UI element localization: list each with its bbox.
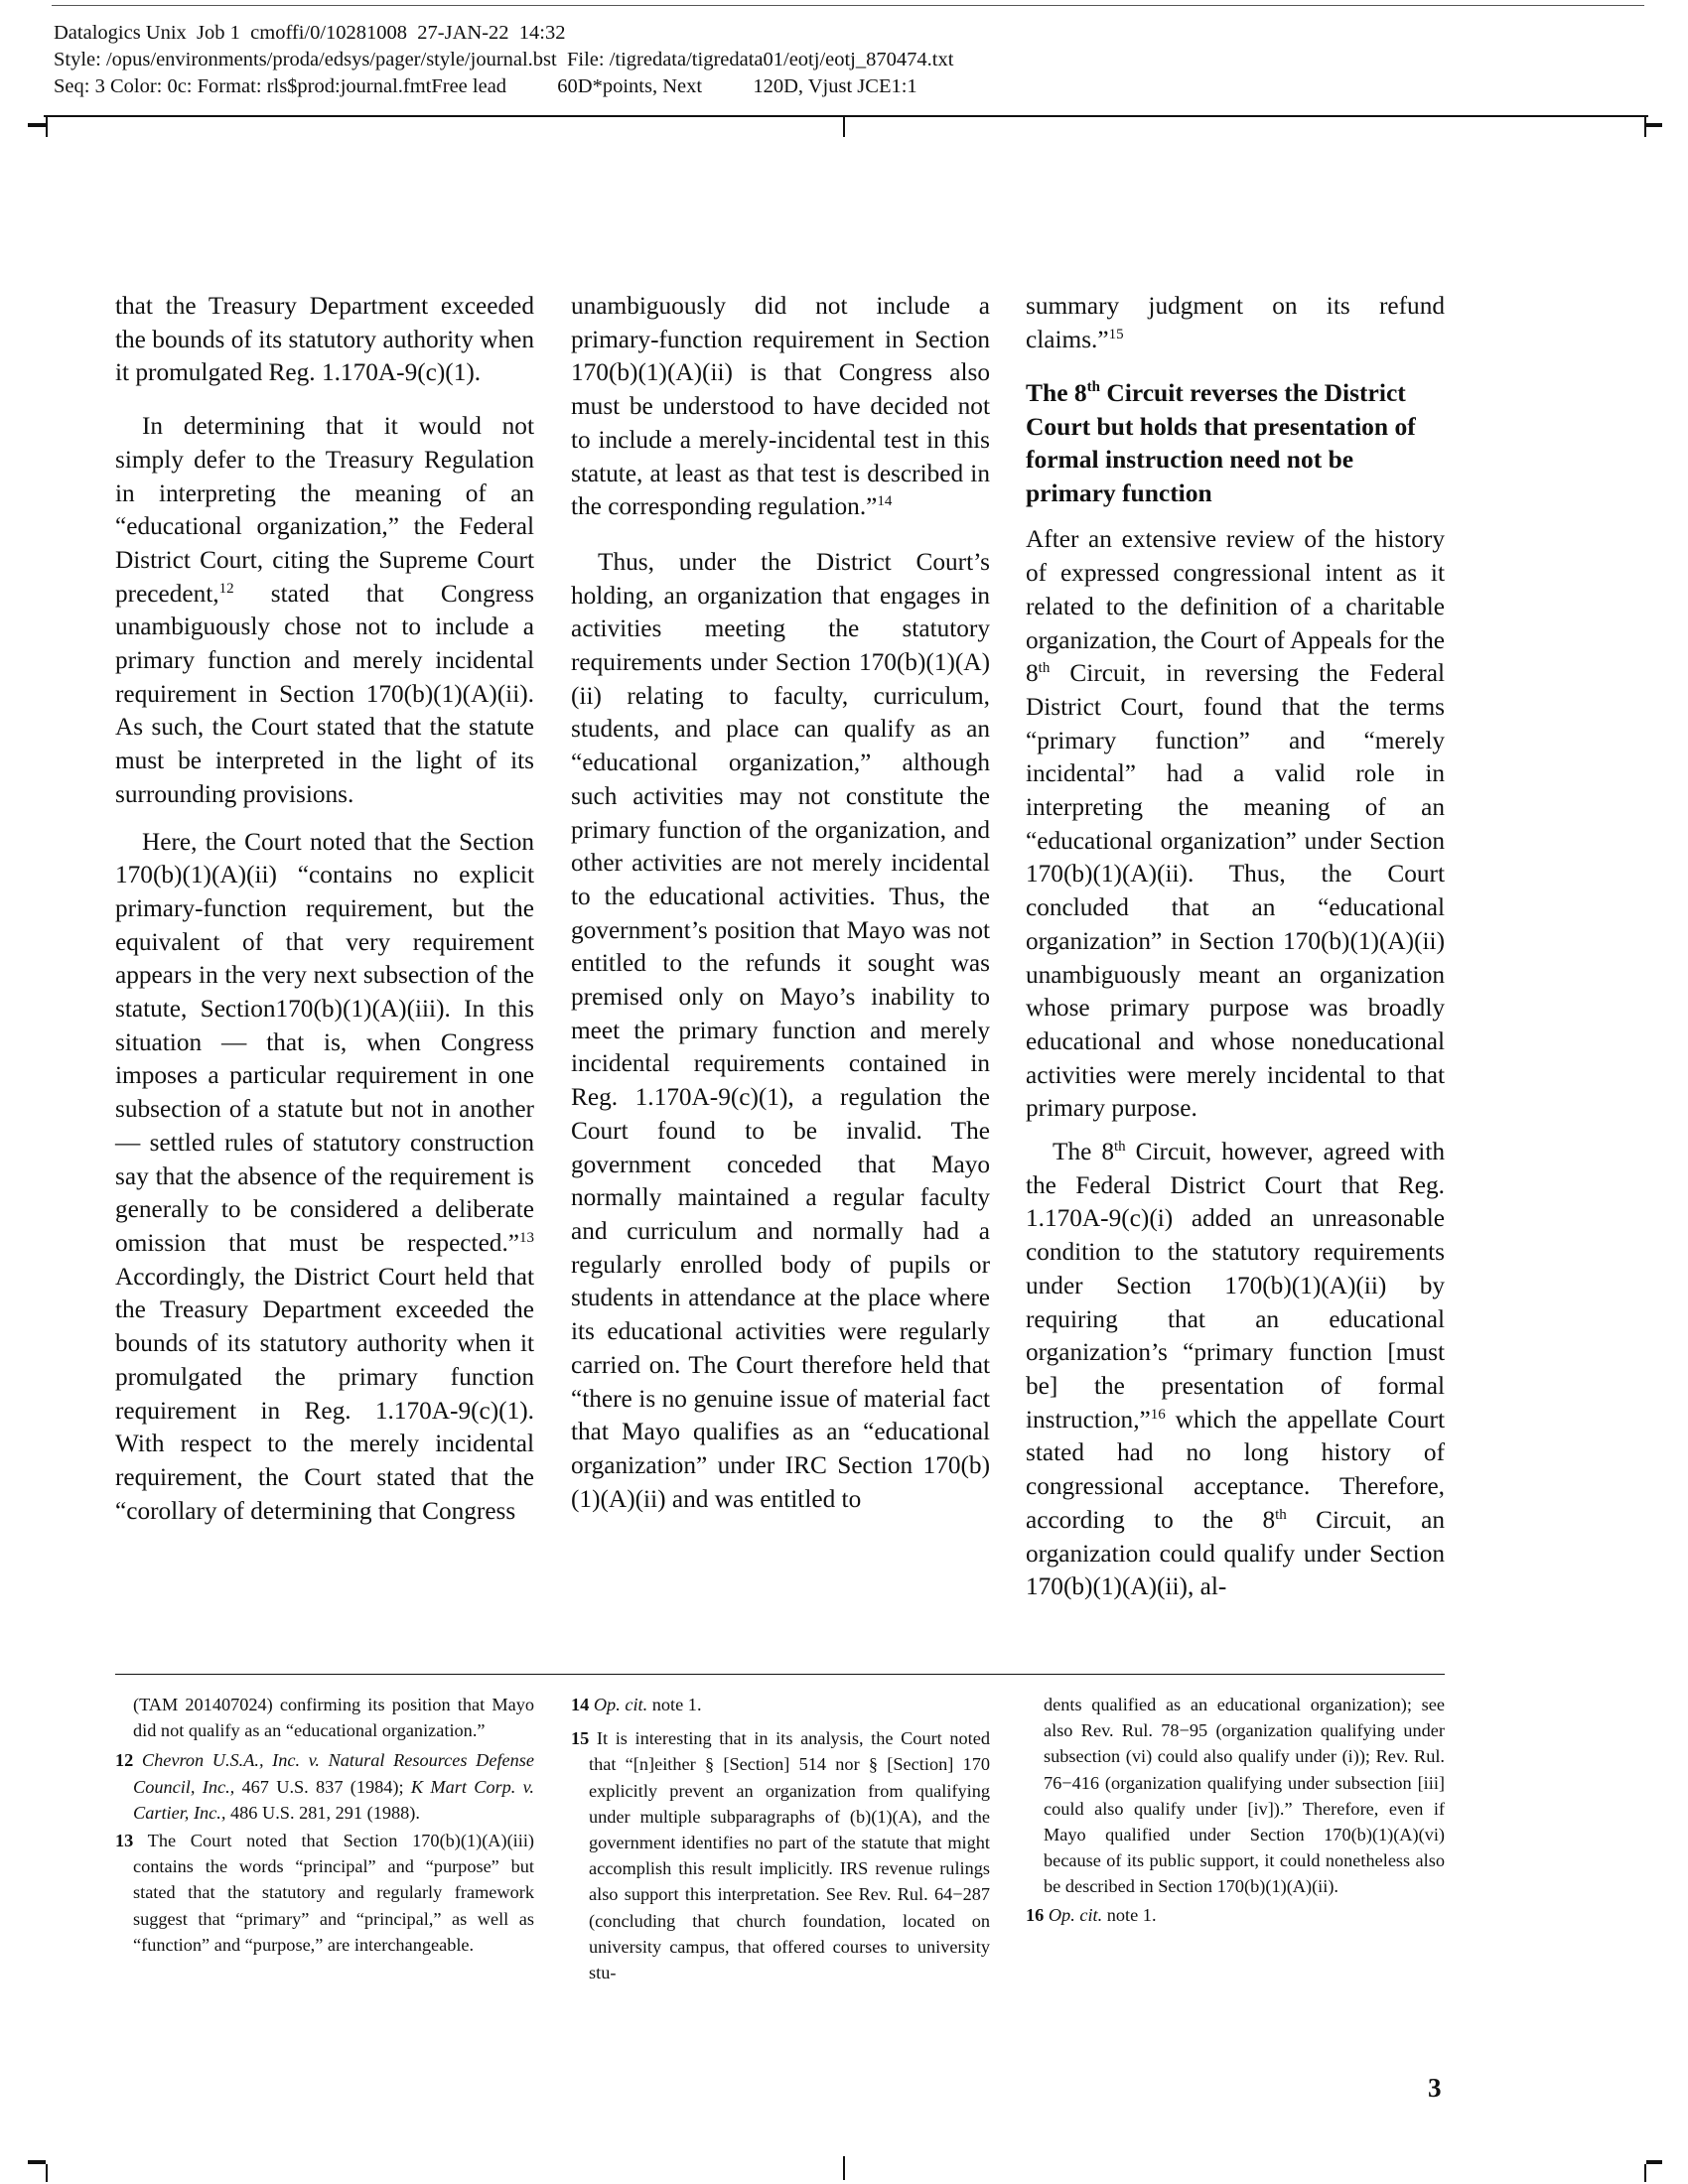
footnote-13: 13 The Court noted that Section 170(b)(1)(A)(iii) contains the words “principal” and “purpose” but stated that the statutory and regularly framework suggest that “primary” and “principal,” as well as “function” and “purpose,” are interchangeable. bbox=[115, 1831, 534, 1955]
footnotes-column-2 bbox=[571, 1692, 990, 1985]
crop-mark-bottom-right bbox=[1646, 2160, 1662, 2164]
crop-mark-top-center bbox=[843, 115, 845, 137]
footnote-15-continued: dents qualified as an educational organization); see also Rev. Rul. 78−95 (organization qualifying under subsection (vi) could also qualify under (i)); Rev. Rul. 76−416 (organization qualifying under subsection [iii] could also qualify under [iv]).” Therefore, even if Mayo qualified under Section 170(b)(1)(A)(vi) because of its public support, it could nonetheless also be described in Section 170(b)(1)(A)(ii). bbox=[1044, 1695, 1445, 1897]
body-column-3 bbox=[1026, 290, 1445, 1604]
header-line-1: Datalogics Unix Job 1 cmoffi/0/10281008 27-JAN-22 14:32 bbox=[54, 22, 566, 44]
crop-mark-bottom-left bbox=[28, 2160, 46, 2164]
paragraph: summary judgment on its refund claims.”$^{15}$ bbox=[1026, 292, 1445, 353]
header-line-2: Style: /opus/environments/proda/edsys/pager/style/journal.bst File: /tigredata/tigredata01/eotj/eotj_870474.txt bbox=[54, 49, 954, 70]
footnote-ref-16[interactable]: 16 bbox=[1150, 1406, 1166, 1423]
crop-mark-bottom-left-tick bbox=[46, 2164, 48, 2182]
footnote-15: 15 It is interesting that in its analysis, the Court noted that “[n]either § [Section] 514 nor § [Section] 170 explicitly prevent an organization from qualifying under multiple subparagraphs of (b)(1)(A), and the government identifies no part of the statute that might accomplish this result implicitly. IRS revenue rulings also support this interpretation. See Rev. Rul. 64−287 (concluding that church foundation, located on university campus, that offered courses to university stu- bbox=[571, 1728, 990, 1983]
section-heading: The 8th Circuit reverses the District Court but holds that presentation of formal instruction need not be primary function bbox=[1026, 378, 1416, 507]
footnotes-column-1 bbox=[115, 1692, 534, 1958]
footnote-ref-12[interactable]: 12 bbox=[218, 580, 234, 597]
crop-mark-top-left bbox=[28, 123, 46, 127]
header-line-3: Seq: 3 Color: 0c: Format: rls$prod:journal.fmtFree lead 60D*points, Next 120D, Vjust JCE1:1 bbox=[54, 75, 917, 97]
paragraph: In determining that it would not simply defer to the Treasury Regulation in interpreting the meaning of an “educational organization,” the Federal District Court, citing the Supreme Court precedent,$^{12}$ stated that Congress unambiguously chose not to include a primary function and merely incidental requirement in Section 170(b)(1)(A)(ii). As such, the Court stated that the statute must be interpreted in the light of its surrounding provisions. bbox=[115, 412, 534, 808]
footnote-14: 14 Op. cit. note 1. bbox=[571, 1695, 702, 1714]
crop-mark-bottom-center bbox=[843, 2156, 845, 2180]
paragraph: The 8th Circuit, however, agreed with the Federal District Court that Reg. 1.170A-9(c)(i) added an unreasonable condition to the statutory requirements under Section 170(b)(1)(A)(ii) by requiring that an educational organization’s “primary function [must be] the presentation of formal instruction,”$^{16}$ which the appellate Court stated had no long history of congressional acceptance. Therefore, according to the 8th Circuit, an organization could qualify under Section 170(b)(1)(A)(ii), al- bbox=[1026, 1138, 1446, 1601]
footnote-12: 12 Chevron U.S.A., Inc. v. Natural Resources Defense Council, Inc., 467 U.S. 837 (1984); K Mart Corp. v. Cartier, Inc., 486 U.S. 281, 291 (1988). bbox=[115, 1750, 535, 1823]
paragraph: that the Treasury Department exceeded the bounds of its statutory authority when it promulgated Reg. 1.170A-9(c)(1). bbox=[115, 292, 534, 387]
footnote-ref-15[interactable]: 15 bbox=[1108, 326, 1124, 342]
crop-mark-bottom-right-tick bbox=[1644, 2164, 1646, 2182]
print-job-header bbox=[54, 20, 1642, 100]
top-border-line bbox=[52, 5, 1644, 6]
header-rule bbox=[44, 115, 1648, 117]
paragraph: After an extensive review of the history of expressed congressional intent as it related to the definition of a charitable organization, the Court of Appeals for the 8th Circuit, in reversing the Federal District Court, found that the terms “primary function” and “merely incidental” had a valid role in interpreting the meaning of an “educational organization” under Section 170(b)(1)(A)(ii). Thus, the Court concluded that an “educational organization” in Section 170(b)(1)(A)(ii) unambiguously meant an organization whose primary purpose was broadly educational and whose noneducational activities were merely incidental to that primary purpose. bbox=[1026, 525, 1445, 1123]
body-column-1 bbox=[115, 290, 534, 1528]
page-number: 3 bbox=[1428, 2073, 1442, 2103]
paragraph: Here, the Court noted that the Section 170(b)(1)(A)(ii) “contains no explicit primary-function requirement, but the equivalent of that very requirement appears in the very next subsection of the statute, Section170(b)(1)(A)(iii). In this situation — that is, when Congress imposes a particular requirement in one subsection of a statute but not in another — settled rules of statutory construction say that the absence of the requirement is generally to be considered a deliberate omission that must be respected.”$^{13}$ Accordingly, the District Court held that the Treasury Department exceeded the bounds of its statutory authority when it promulgated the primary function requirement in Reg. 1.170A-9(c)(1). With respect to the merely incidental requirement, the Court stated that the “corollary of determining that Congress bbox=[115, 827, 534, 1525]
crop-mark-top-left-tick bbox=[46, 115, 48, 137]
footnote-ref-13[interactable]: 13 bbox=[519, 1229, 534, 1246]
footnote-separator bbox=[115, 1674, 1445, 1675]
paragraph: unambiguously did not include a primary-function requirement in Section 170(b)(1)(A)(ii) is that Congress also must be understood to have decided not to include a merely-incidental test in this statute, at least as that test is described in the corresponding regulation.”$^{14}$ bbox=[571, 292, 990, 521]
footnote-16: 16 Op. cit. note 1. bbox=[1026, 1904, 1157, 1925]
body-column-2 bbox=[571, 290, 990, 1516]
footnote-continued: (TAM 201407024) confirming its position that Mayo did not qualify as an “educational organization.” bbox=[133, 1695, 534, 1741]
paragraph: Thus, under the District Court’s holding, an organization that engages in activities meeting the statutory requirements under Section 170(b)(1)(A)(ii) relating to faculty, curriculum, students, and place can qualify as an “educational organization,” although such activities may not constitute the primary function of the organization, and other activities are not merely incidental to the educational activities. Thus, the government’s position that Mayo was not entitled to the refunds it sought was premised only on Mayo’s inability to meet the primary function and merely incidental requirements contained in Reg. 1.170A-9(c)(1), a regulation the Court found to be invalid. The government conceded that Mayo normally maintained a regular faculty and curriculum and normally had a regularly enrolled body of pupils or students in attendance at the place where its educational activities were regularly carried on. The Court therefore held that “there is no genuine issue of material fact that Mayo qualifies as an “educational organization” under IRC Section 170(b)(1)(A)(ii) and was entitled to bbox=[571, 547, 990, 1513]
footnotes-column-3 bbox=[1026, 1692, 1445, 1928]
crop-mark-top-right bbox=[1646, 123, 1662, 127]
footnote-ref-14[interactable]: 14 bbox=[877, 493, 893, 510]
